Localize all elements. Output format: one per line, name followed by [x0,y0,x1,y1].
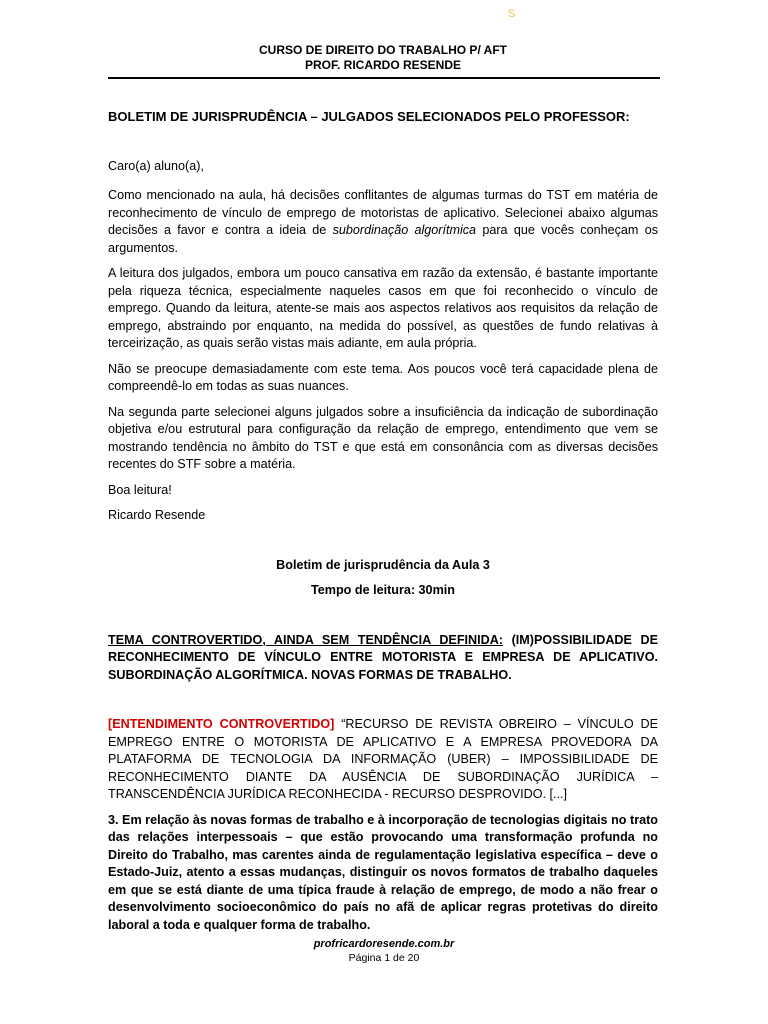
greeting: Caro(a) aluno(a), [108,158,204,173]
header-divider [108,77,660,79]
watermark-letter: S [508,8,516,20]
page-footer [108,937,660,965]
bulletin-heading: BOLETIM DE JURISPRUDÊNCIA – JULGADOS SELECIONADOS PELO PROFESSOR: [108,109,630,124]
course-title: CURSO DE DIREITO DO TRABALHO P/ AFT [258,43,507,57]
paragraph-intro [108,187,658,257]
footer-site: profricardoresende.com.br [313,938,455,950]
emphasis-subordinacao: subordinação algorítmica [332,223,477,237]
reading-time: Tempo de leitura: 30min [311,583,455,597]
entendimento-label: [ENTENDIMENTO CONTROVERTIDO] [108,717,335,731]
page-number: Página 1 de 20 [348,952,420,964]
tema-block [108,632,658,685]
professor-name: PROF. RICARDO RESENDE [304,58,462,72]
tema-text: (IM)POSSIBILIDADE DE RECONHECIMENTO DE VÍNCULO ENTRE MOTORISTA E EMPRESA DE APLICATIVO. SUBORDINAÇÃO ALGORÍTMICA. NOVAS FORMAS DE TRABALHO. [108,632,658,682]
tema-label: TEMA CONTROVERTIDO, AINDA SEM TENDÊNCIA DEFINIDA: [108,632,504,647]
entendimento-text: “RECURSO DE REVISTA OBREIRO – VÍNCULO DE EMPREGO ENTRE O MOTORISTA DE APLICATIVO E A EMPRESA PROVEDORA DA PLATAFORMA DE TECNOLOGIA DA INFORMAÇÃO (UBER) – IMPOSSIBILIDADE DE RECONHECIMENTO DIANTE DA AUSÊNCIA DE SUBORDINAÇÃO JURÍDICA – TRANSCENDÊNCIA JURÍDICA RECONHECIDA - RECURSO DESPROVIDO. [...] [108,717,658,801]
paragraph-intro-end: para que vocês conheçam os argumentos. [108,223,658,255]
paragraph-reading: A leitura dos julgados, embora um pouco cansativa em razão da extensão, é bastante importante pela riqueza técnica, especialmente naqueles casos em que foi reconhecido o vínculo de emprego. Quando da leitura, atente-se mais aos aspectos relativos aos requisitos da relação de emprego, abstraindo por enquanto, na medida do possível, as questões de fundo relativas à terceirização, as quais serão vistas mais adiante, em aula própria. [108,266,658,350]
entendimento-block [108,716,658,804]
paragraph-intro-start: Como mencionado na aula, há decisões conflitantes de algumas turmas do TST em matéria de reconhecimento de vínculo de emprego de motoristas de aplicativo. Selecionei abaixo algumas decisões a favor e contra a ideia de [108,188,658,237]
page-header [108,43,658,73]
closing: Boa leitura! [108,482,172,497]
paragraph-reassurance: Não se preocupe demasiadamente com este tema. Aos poucos você terá capacidade plena de compreendê-lo em todas as suas nuances. [108,361,658,393]
item-3: 3. Em relação às novas formas de trabalho e à incorporação de tecnologias digitais no trato das relações interpessoais – que estão provocando uma transformação profunda no Direito do Trabalho, mas carentes ainda de regulamentação legislativa específica – deve o Estado-Juiz, atento a essas mudanças, distinguir os novos formatos de trabalho daqueles em que se está diante de uma típica fraude à relação de emprego, de modo a não frear o desenvolvimento socioeconômico do país no afã de aplicar regras protetivas do direito laboral a toda e qualquer forma de trabalho. [108,812,658,932]
document-body [108,108,658,934]
bulletin-subtitle: Boletim de jurisprudência da Aula 3 [276,557,490,572]
paragraph-second-part: Na segunda parte selecionei alguns julgados sobre a insuficiência da indicação de subordinação objetiva e/ou estrutural para configuração da relação de emprego, entendimento que vem se mostrando tendência no âmbito do TST e que está em consonância com as diversas decisões recentes do STF sobre a matéria. [108,404,658,471]
signature: Ricardo Resende [108,508,206,522]
